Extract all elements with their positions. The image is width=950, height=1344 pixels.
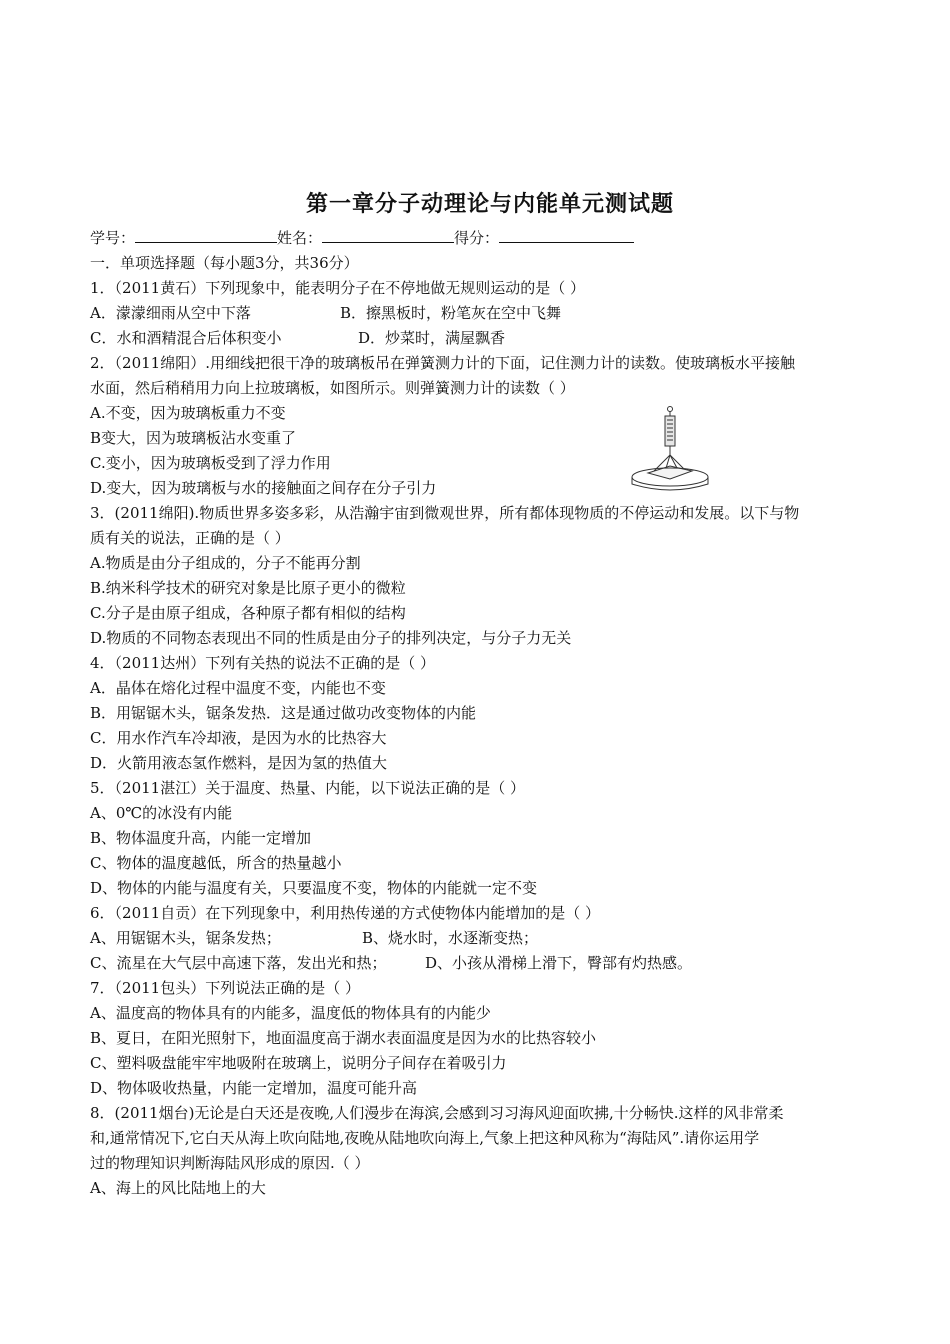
option-a: A、海上的风比陆地上的大	[90, 1179, 266, 1197]
option-b: B．用锯锯木头，锯条发热．这是通过做功改变物体的内能	[90, 704, 477, 722]
question-1	[90, 276, 865, 351]
option-a: A．晶体在熔化过程中温度不变，内能也不变	[90, 679, 386, 697]
question-stem: 质有关的说法，正确的是（ ）	[90, 529, 290, 547]
question-stem: 和,通常情况下,它白天从海上吹向陆地,夜晚从陆地吹向海上,气象上把这种风称为“海陆风”.请你运用学	[90, 1129, 760, 1147]
question-2	[90, 351, 865, 501]
question-8	[90, 1101, 865, 1201]
option-b: B变大，因为玻璃板沾水变重了	[90, 429, 297, 447]
option-d: D.变大，因为玻璃板与水的接触面之间存在分子引力	[90, 479, 437, 497]
student-name-label: 姓名：	[277, 229, 323, 247]
option-d: D、物体的内能与温度有关，只要温度不变，物体的内能就一定不变	[90, 879, 538, 897]
option-c: C、流星在大气层中高速下落，发出光和热；	[90, 954, 387, 972]
hook-ring	[668, 407, 673, 412]
section-heading: 一．单项选择题（每小题3分，共36分）	[90, 254, 359, 272]
question-4	[90, 651, 865, 776]
question-7	[90, 976, 865, 1101]
question-stem: 1．（2011黄石）下列现象中，能表明分子在不停地做无规则运动的是（ ）	[90, 279, 585, 297]
spring-scale-figure	[630, 405, 710, 495]
question-stem: 7．（2011包头）下列说法正确的是（ ）	[90, 979, 360, 997]
question-stem: 4．（2011达州）下列有关热的说法不正确的是（ ）	[90, 654, 435, 672]
option-a: A、用锯锯木头，锯条发热；	[90, 929, 281, 947]
option-b: B、烧水时，水逐渐变热；	[362, 929, 539, 947]
score-label: 得分：	[454, 229, 500, 247]
question-6	[90, 901, 865, 976]
option-b: B．擦黑板时，粉笔灰在空中飞舞	[340, 304, 562, 322]
page-title: 第一章分子动理论与内能单元测试题	[305, 191, 674, 217]
student-name-blank[interactable]	[322, 227, 454, 243]
option-d: D．火箭用液态氢作燃料，是因为氢的热值大	[90, 754, 388, 772]
option-c: C．用水作汽车冷却液，是因为水的比热容大	[90, 729, 387, 747]
option-row	[90, 951, 865, 976]
option-a: A.不变，因为玻璃板重力不变	[90, 404, 286, 422]
question-stem: 6．（2011自贡）在下列现象中，利用热传递的方式使物体内能增加的是（ ）	[90, 904, 600, 922]
option-c: C.分子是由原子组成，各种原子都有相似的结构	[90, 604, 406, 622]
option-a: A．濛濛细雨从空中下落	[90, 304, 251, 322]
question-stem: 过的物理知识判断海陆风形成的原因.（ ）	[90, 1154, 370, 1172]
score-blank[interactable]	[499, 227, 634, 243]
question-3	[90, 501, 865, 651]
question-stem: 8．(2011烟台)无论是白天还是夜晚,人们漫步在海滨,会感到习习海风迎面吹拂,十分畅快.这样的风非常柔	[90, 1104, 784, 1122]
option-b: B、物体温度升高，内能一定增加	[90, 829, 312, 847]
option-c: C.变小，因为玻璃板受到了浮力作用	[90, 454, 331, 472]
option-b: B、夏日，在阳光照射下，地面温度高于湖水表面温度是因为水的比热容较小	[90, 1029, 597, 1047]
option-c: C．水和酒精混合后体积变小	[90, 329, 282, 347]
option-row	[90, 926, 865, 951]
option-a: A.物质是由分子组成的，分子不能再分割	[90, 554, 361, 572]
option-c: C、塑料吸盘能牢牢地吸附在玻璃上，说明分子间存在着吸引力	[90, 1054, 507, 1072]
option-d: D、物体吸收热量，内能一定增加，温度可能升高	[90, 1079, 418, 1097]
student-id-blank[interactable]	[135, 227, 277, 243]
option-row	[90, 326, 865, 351]
student-info-line	[90, 226, 865, 251]
option-d: D.物质的不同物态表现出不同的性质是由分子的排列决定，与分子力无关	[90, 629, 572, 647]
student-id-label: 学号：	[90, 229, 136, 247]
question-5	[90, 776, 865, 901]
option-a: A、0℃的冰没有内能	[90, 804, 233, 822]
option-b: B.纳米科学技术的研究对象是比原子更小的微粒	[90, 579, 406, 597]
exam-page	[90, 187, 865, 1201]
question-stem: 水面，然后稍稍用力向上拉玻璃板，如图所示。则弹簧测力计的读数（ ）	[90, 379, 575, 397]
question-stem: 3．(2011绵阳).物质世界多姿多彩，从浩瀚宇宙到微观世界，所有都体现物质的不停运动和发展。以下与物	[90, 504, 800, 522]
option-d: D．炒菜时，满屋飘香	[358, 329, 506, 347]
question-stem: 5．（2011湛江）关于温度、热量、内能，以下说法正确的是（ ）	[90, 779, 525, 797]
option-a: A、温度高的物体具有的内能多，温度低的物体具有的内能少	[90, 1004, 491, 1022]
option-d: D、小孩从滑梯上滑下，臀部有灼热感。	[425, 954, 693, 972]
option-row	[90, 301, 865, 326]
option-c: C、物体的温度越低，所含的热量越小	[90, 854, 342, 872]
question-stem: 2．（2011绵阳）.用细线把很干净的玻璃板吊在弹簧测力计的下面，记住测力计的读数。使玻璃板水平接触	[90, 354, 795, 372]
